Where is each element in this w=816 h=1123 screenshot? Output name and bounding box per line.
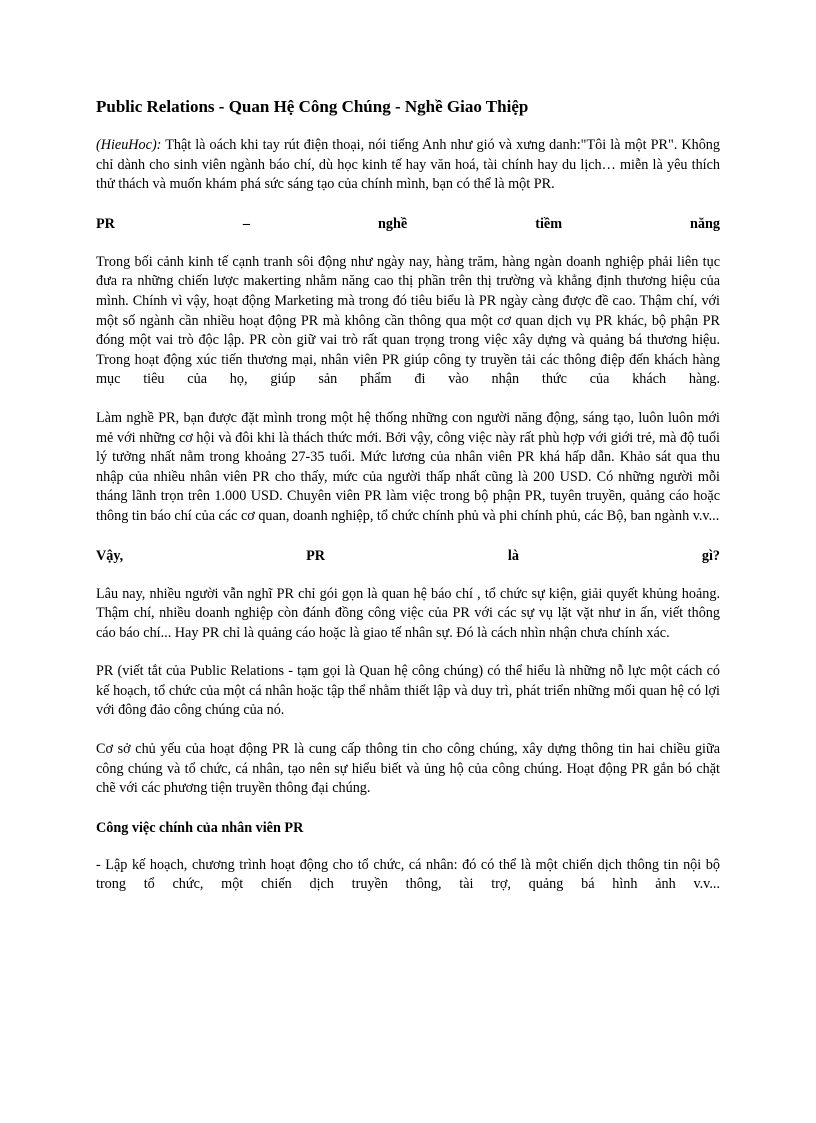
paragraph-2: Làm nghề PR, bạn được đặt mình trong một hệ thống những con người năng động, sáng tạo, luôn luôn mới mẻ với những cơ hội và đôi khi là thách thức mới. Bởi vậy, công việc này rất phù hợp với giới trẻ, mà độ tuổi lý tưởng nhất nằm trong khoảng 27-35 tuổi. Mức lương của nhân viên PR khá hấp dẫn. Khảo sát qua thu nhập của nhiều nhân viên PR cho thấy, mức của người thấp nhất cũng là 200 USD. Có những người mỗi tháng lãnh trọn trên 1.000 USD. Chuyên viên PR làm việc trong bộ phận PR, tuyên truyền, quảng cáo hoặc thông tin báo chí của các cơ quan, doanh nghiệp, tổ chức chính phủ và phi chính phủ, các Bộ, ban ngành v.v... [96,409,720,524]
intro-text: Thật là oách khi tay rút điện thoại, nói tiếng Anh như gió và xưng danh:"Tôi là một PR". Không chỉ dành cho sinh viên ngành báo chí, dù học kinh tế hay văn hoá, tài chính hay du lịch… miễn là yêu thích thử thách và muốn khám phá sức sáng tạo của chính mình, bạn có thể là một PR. [96,137,720,193]
paragraph-6: - Lập kế hoạch, chương trình hoạt động cho tổ chức, cá nhân: đó có thể là một chiến dịch thông tin nội bộ trong tổ chức, một chiến dịch truyền thông, tài trợ, quảng bá hình ảnh v.v... [96,856,720,893]
paragraph-3: Lâu nay, nhiều người vẫn nghĩ PR chỉ gói gọn là quan hệ báo chí , tổ chức sự kiện, giải quyết khủng hoảng. Thậm chí, nhiều doanh nghiệp còn đánh đồng công việc của PR với các sự vụ lặt vặt như in ấn, viết thông cáo báo chí... Hay PR chỉ là quảng cáo hoặc là giao tế nhân sự. Đó là cách nhìn nhận chưa chính xác. [96,585,720,641]
section-heading-pr-potential: PR – nghề tiềm năng [96,215,720,232]
document-title: Public Relations - Quan Hệ Công Chúng - Nghề Giao Thiệp [96,97,529,116]
paragraph-1: Trong bối cảnh kinh tế cạnh tranh sôi động như ngày nay, hàng trăm, hàng ngàn doanh nghiệp phải liên tục đưa ra những chiến lược makerting nhằm năng cao thị phần trên thị trường và khẳng định thương hiệu của mình. Chính vì vậy, hoạt động Marketing mà trong đó tiêu biểu là PR ngày càng được đề cao. Thậm chí, với một số ngành cần nhiều hoạt động PR mà không cần thông qua một cơ quan dịch vụ PR khác, bộ phận PR đóng một vai trò độc lập. PR còn giữ vai trò rất quan trọng trong việc xây dựng và quảng bá thương hiệu. Trong hoạt động xúc tiến thương mại, nhân viên PR giúp công ty truyền tải các thông điệp đến khách hàng mục tiêu của họ, giúp sản phẩm đi vào nhận thức của khách hàng. [96,253,720,388]
document-page [96,96,720,914]
section-heading-what-is-pr: Vậy, PR là gì? [96,547,720,564]
paragraph-4: PR (viết tắt của Public Relations - tạm gọi là Quan hệ công chúng) có thể hiểu là những nỗ lực một cách có kế hoạch, tổ chức của một cá nhân hoặc tập thể nhằm thiết lập và duy trì, phát triển những mối quan hệ có lợi với đông đảo công chúng của nó. [96,663,720,719]
intro-paragraph [96,136,720,195]
paragraph-5: Cơ sở chủ yếu của hoạt động PR là cung cấp thông tin cho công chúng, xây dựng thông tin hai chiều giữa công chúng và tổ chức, cá nhân, tạo nên sự hiểu biết và ủng hộ của công chúng. Hoạt động PR gắn bó chặt chẽ với các phương tiện truyền thông đại chúng. [96,741,720,797]
source-label: (HieuHoc): [96,137,162,153]
section-heading-main-tasks: Công việc chính của nhân viên PR [96,819,304,836]
